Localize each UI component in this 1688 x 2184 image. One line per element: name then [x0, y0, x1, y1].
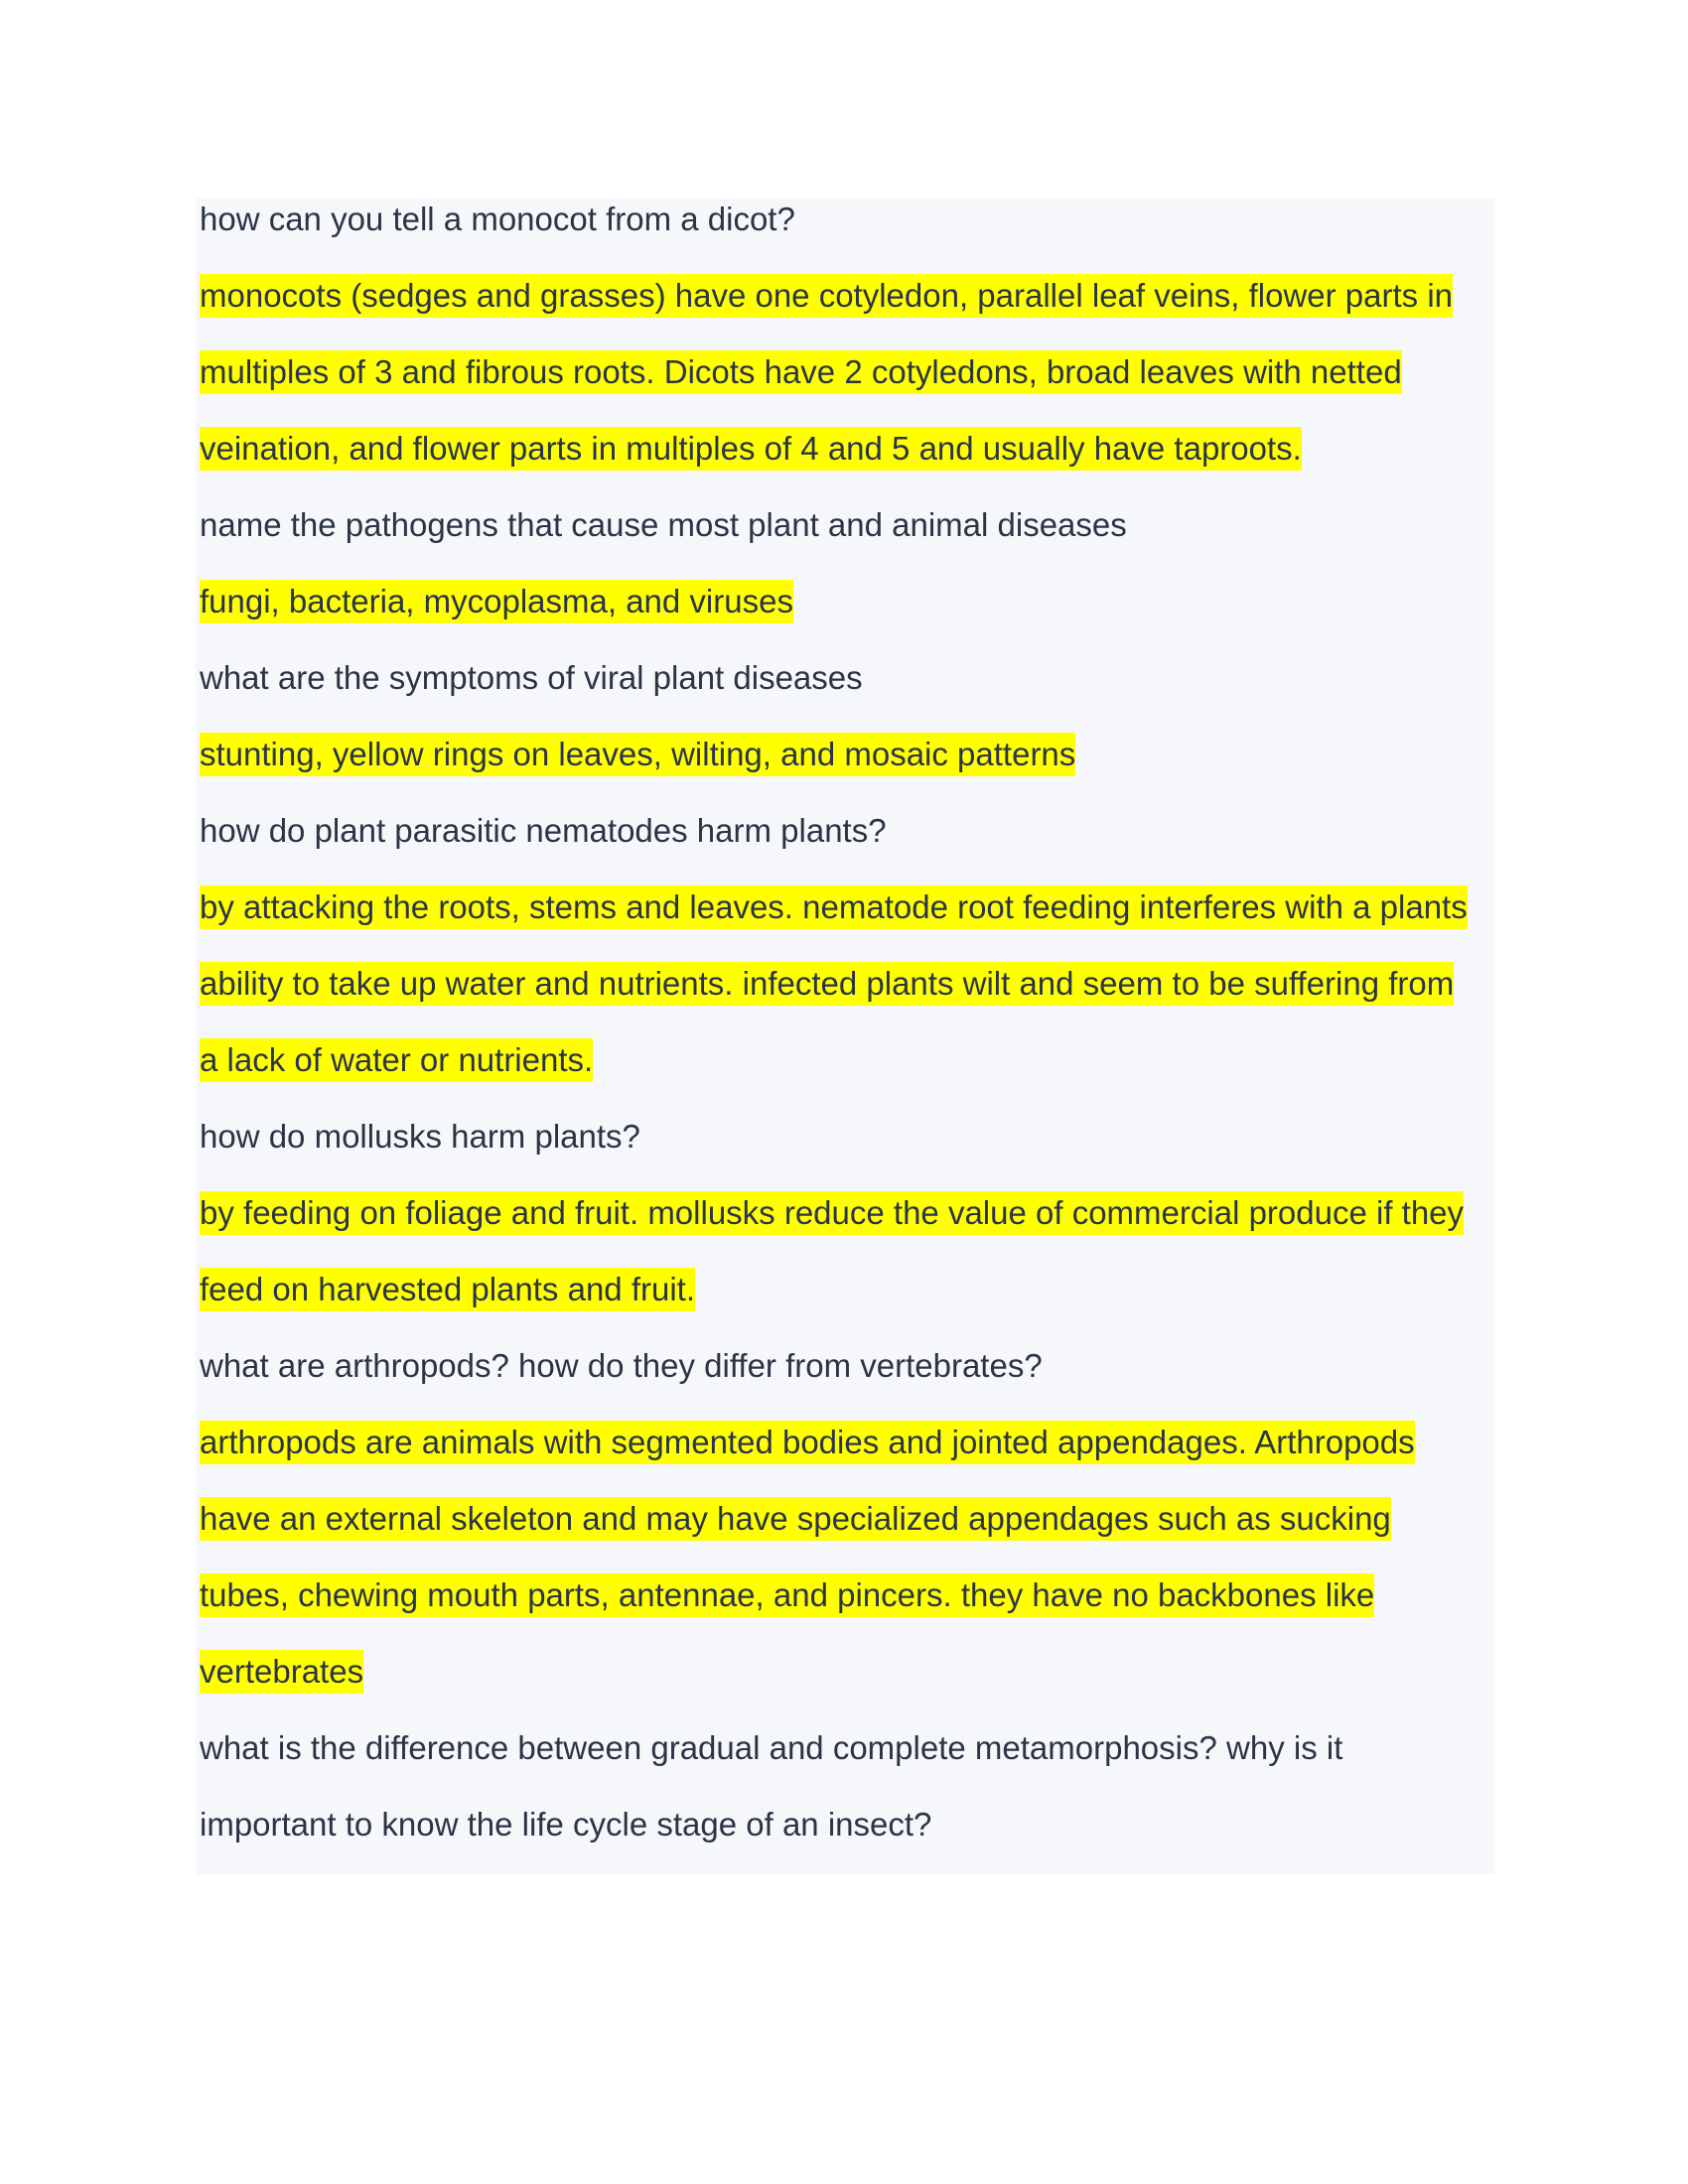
study-text — [200, 198, 1490, 1879]
answer-line — [200, 274, 1490, 350]
line-text: important to know the life cycle stage of an insect? — [200, 1806, 932, 1843]
question-line — [200, 1115, 1490, 1191]
line-text: tubes, chewing mouth parts, antennae, and pincers. they have no backbones like — [200, 1573, 1374, 1617]
line-text: arthropods are animals with segmented bodies and jointed appendages. Arthropods — [200, 1421, 1415, 1464]
question-line — [200, 1803, 1490, 1879]
answer-line — [200, 427, 1490, 503]
line-text: have an external skeleton and may have specialized appendages such as sucking — [200, 1497, 1391, 1541]
answer-line — [200, 580, 1490, 656]
answer-line — [200, 1650, 1490, 1726]
answer-line — [200, 1497, 1490, 1573]
answer-line — [200, 1191, 1490, 1268]
line-text: by attacking the roots, stems and leaves. nematode root feeding interferes with a plants — [200, 886, 1468, 929]
line-text: what is the difference between gradual and complete metamorphosis? why is it — [200, 1729, 1343, 1766]
line-text: stunting, yellow rings on leaves, wilting, and mosaic patterns — [200, 733, 1075, 776]
line-text: ability to take up water and nutrients. infected plants wilt and seem to be suffering from — [200, 962, 1454, 1006]
line-text: how do plant parasitic nematodes harm plants? — [200, 812, 887, 849]
line-text: how can you tell a monocot from a dicot? — [200, 201, 795, 237]
answer-line — [200, 1268, 1490, 1344]
line-text: name the pathogens that cause most plant and animal diseases — [200, 506, 1127, 543]
answer-line — [200, 1038, 1490, 1115]
line-text: vertebrates — [200, 1650, 363, 1694]
question-line — [200, 809, 1490, 886]
question-line — [200, 1344, 1490, 1421]
line-text: multiples of 3 and fibrous roots. Dicots have 2 cotyledons, broad leaves with netted — [200, 350, 1402, 394]
answer-line — [200, 886, 1490, 962]
answer-line — [200, 350, 1490, 427]
line-text: veination, and flower parts in multiples of 4 and 5 and usually have taproots. — [200, 427, 1302, 471]
question-line — [200, 198, 1490, 274]
line-text: fungi, bacteria, mycoplasma, and viruses — [200, 580, 793, 623]
question-line — [200, 1726, 1490, 1803]
line-text: what are the symptoms of viral plant diseases — [200, 659, 863, 696]
line-text: feed on harvested plants and fruit. — [200, 1268, 695, 1311]
answer-line — [200, 1573, 1490, 1650]
question-line — [200, 503, 1490, 580]
line-text: what are arthropods? how do they differ from vertebrates? — [200, 1347, 1043, 1384]
answer-line — [200, 962, 1490, 1038]
answer-line — [200, 1421, 1490, 1497]
line-text: monocots (sedges and grasses) have one cotyledon, parallel leaf veins, flower parts in — [200, 274, 1453, 318]
answer-line — [200, 733, 1490, 809]
line-text: a lack of water or nutrients. — [200, 1038, 593, 1082]
question-line — [200, 656, 1490, 733]
line-text: by feeding on foliage and fruit. mollusks reduce the value of commercial produce if they — [200, 1191, 1464, 1235]
line-text: how do mollusks harm plants? — [200, 1118, 640, 1155]
